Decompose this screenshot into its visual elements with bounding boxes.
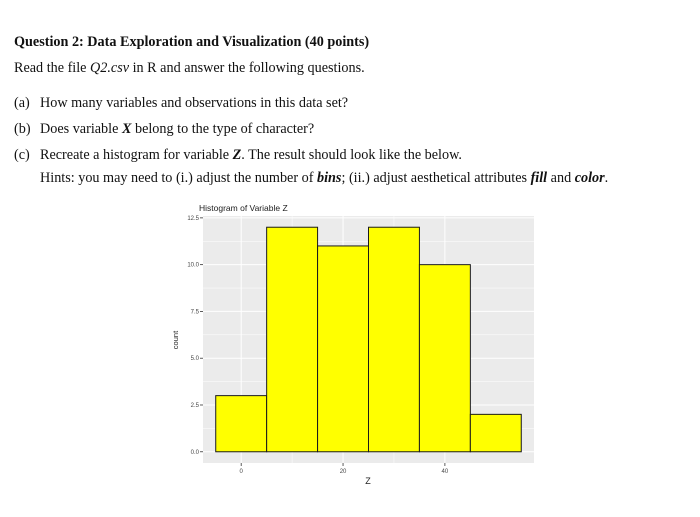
y-axis	[187, 216, 203, 456]
x-axis-label: Z	[365, 476, 371, 486]
histogram-bar	[216, 396, 267, 452]
y-axis-label: count	[171, 330, 180, 350]
hint-color: color	[574, 170, 605, 186]
part-c-var: Z	[232, 147, 242, 163]
part-b-post: belong to the type of character?	[131, 121, 315, 137]
hint-pre: Hints: you may need to (i.) adjust the number of	[40, 170, 317, 186]
part-c-label: (c)	[14, 147, 30, 163]
histogram-bar	[318, 246, 369, 452]
hint-and: and	[547, 170, 575, 186]
intro-file: Q2.csv	[90, 60, 130, 76]
y-tick-label: 10.0	[187, 262, 199, 269]
part-b-var: X	[121, 121, 132, 137]
histogram-bar	[267, 227, 318, 452]
hint-bins: bins	[317, 170, 342, 186]
y-tick-label: 0.0	[190, 449, 199, 456]
hint-fill: fill	[530, 170, 548, 186]
chart-title: Histogram of Variable Z	[199, 203, 288, 213]
y-tick-label: 2.5	[190, 402, 199, 409]
x-tick-label: 0	[239, 469, 243, 475]
histogram-bar	[470, 414, 521, 451]
histogram-bar	[419, 265, 470, 452]
part-c-post: . The result should look like the below.	[241, 147, 462, 163]
intro-post: in R and answer the following questions.	[129, 60, 365, 76]
part-a-label: (a)	[14, 95, 30, 111]
x-tick-label: 20	[339, 469, 347, 475]
y-tick-label: 12.5	[187, 215, 199, 222]
intro-pre: Read the file	[14, 60, 91, 76]
y-tick-label: 5.0	[190, 356, 199, 363]
y-tick-label: 7.5	[190, 309, 199, 316]
x-tick-label: 40	[441, 469, 449, 475]
hint-end: .	[604, 170, 609, 186]
part-c-pre: Recreate a histogram for variable	[40, 147, 233, 163]
x-axis	[240, 463, 449, 475]
part-b-label: (b)	[14, 121, 31, 137]
hint-mid: ; (ii.) adjust aesthetical attributes	[341, 170, 531, 186]
part-b-pre: Does variable	[40, 121, 122, 137]
part-a-text: How many variables and observations in this data set?	[40, 95, 349, 111]
histogram-bar	[369, 227, 420, 452]
question-title: Question 2: Data Exploration and Visualization (40 points)	[14, 34, 370, 50]
